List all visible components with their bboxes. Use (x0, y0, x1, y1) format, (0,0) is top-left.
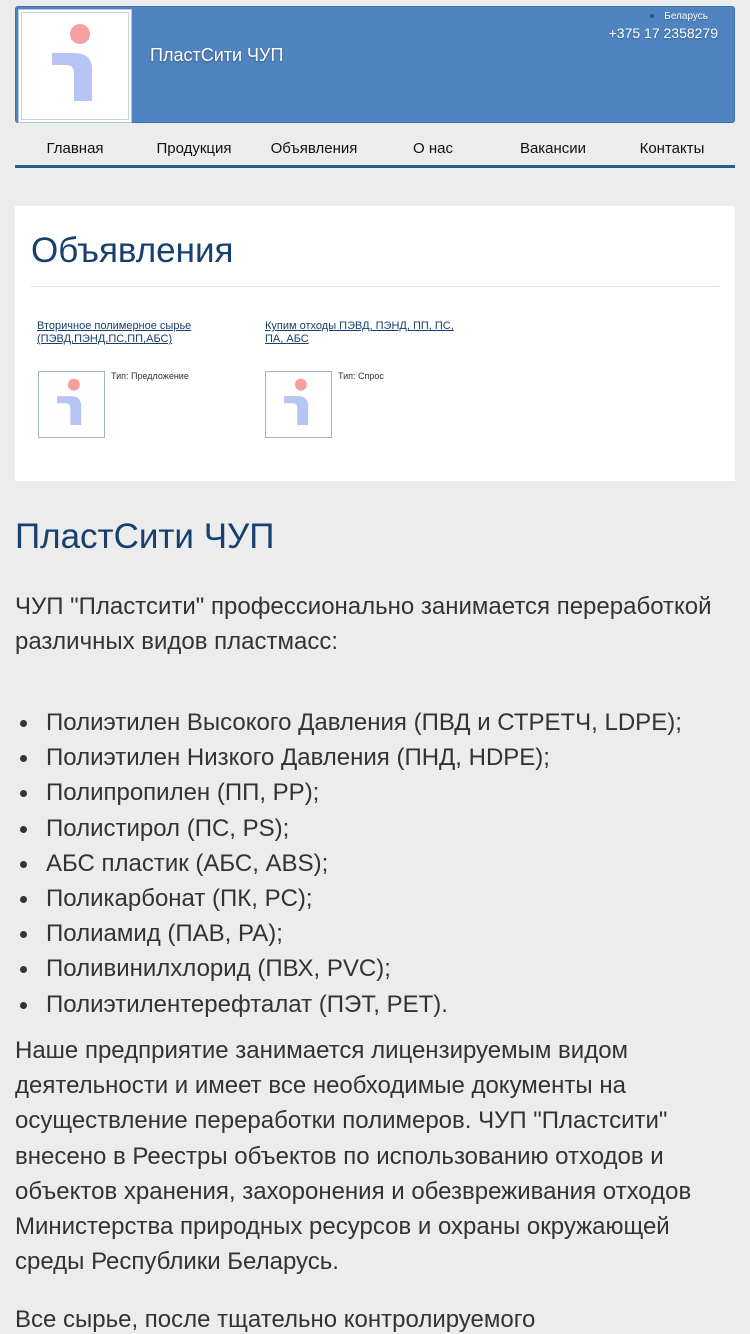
phone-number[interactable]: +375 17 2358279 (608, 25, 718, 41)
list-item: Полиамид (ПАВ, PA); (46, 916, 746, 951)
bullet-icon (650, 14, 654, 18)
logo[interactable] (18, 9, 132, 123)
site-header (15, 6, 735, 123)
company-title: ПластСити ЧУП (15, 517, 275, 556)
nav-item-ads[interactable]: Объявления (270, 140, 358, 157)
list-item: АБС пластик (АБС, ABS); (46, 846, 746, 881)
nav-item-home[interactable]: Главная (46, 140, 104, 157)
ad-link-1[interactable]: Вторичное полимерное сырье (ПЭВД,ПЭНД,ПС,ПП,АБС) (37, 320, 192, 345)
list-item: Полиэтилентерефталат (ПЭТ, PET). (46, 987, 746, 1022)
region-selector[interactable] (650, 11, 708, 22)
plastics-list (46, 705, 746, 1022)
logo-i-icon (266, 372, 331, 437)
main-nav (15, 132, 735, 168)
list-item: Полиэтилен Высокого Давления (ПВД и СТРЕТЧ, LDPE); (46, 705, 746, 740)
ads-title: Объявления (31, 231, 234, 270)
ads-panel (15, 206, 735, 481)
nav-item-products[interactable]: Продукция (156, 140, 232, 157)
list-item: Полипропилен (ПП, PP); (46, 775, 746, 810)
logo-i-icon (22, 13, 130, 121)
list-item: Полиэтилен Низкого Давления (ПНД, HDPE); (46, 740, 746, 775)
ad-thumbnail-2[interactable] (265, 371, 332, 438)
ad-link-2[interactable]: Купим отходы ПЭВД, ПЭНД, ПП, ПС, ПА, АБС (265, 320, 454, 345)
nav-item-vacancies[interactable]: Вакансии (519, 140, 587, 157)
ad-type-2: Тип: Спрос (338, 371, 384, 381)
site-title[interactable]: ПластСити ЧУП (150, 45, 284, 65)
ad-thumbnail-1[interactable] (38, 371, 105, 438)
license-paragraph: Наше предприятие занимается лицензируемым видом деятельности и имеет все необходимые документы на осуществление переработки полимеров. ЧУП "Пластсити" внесено в Реестры объектов по использованию отходов и объектов хранения, захоронения и обезвреживания отходов Министерства природных ресурсов и охраны окружающей среды Республики Беларусь. (15, 1037, 692, 1276)
intro-text: ЧУП "Пластсити" профессионально занимается переработкой различных видов пластмасс: (15, 593, 712, 655)
list-item: Поликарбонат (ПК, PC); (46, 881, 746, 916)
nav-item-about[interactable]: О нас (413, 140, 453, 157)
logo-i-icon (39, 372, 104, 437)
divider (31, 286, 719, 287)
ad-type-1: Тип: Предложение (111, 371, 189, 381)
region-label: Беларусь (664, 11, 708, 22)
raw-material-paragraph: Все сырье, после тщательно контролируемого (15, 1306, 536, 1333)
list-item: Поливинилхлорид (ПВХ, PVC); (46, 951, 746, 986)
nav-item-contacts[interactable]: Контакты (639, 140, 705, 157)
list-item: Полистирол (ПС, PS); (46, 811, 746, 846)
